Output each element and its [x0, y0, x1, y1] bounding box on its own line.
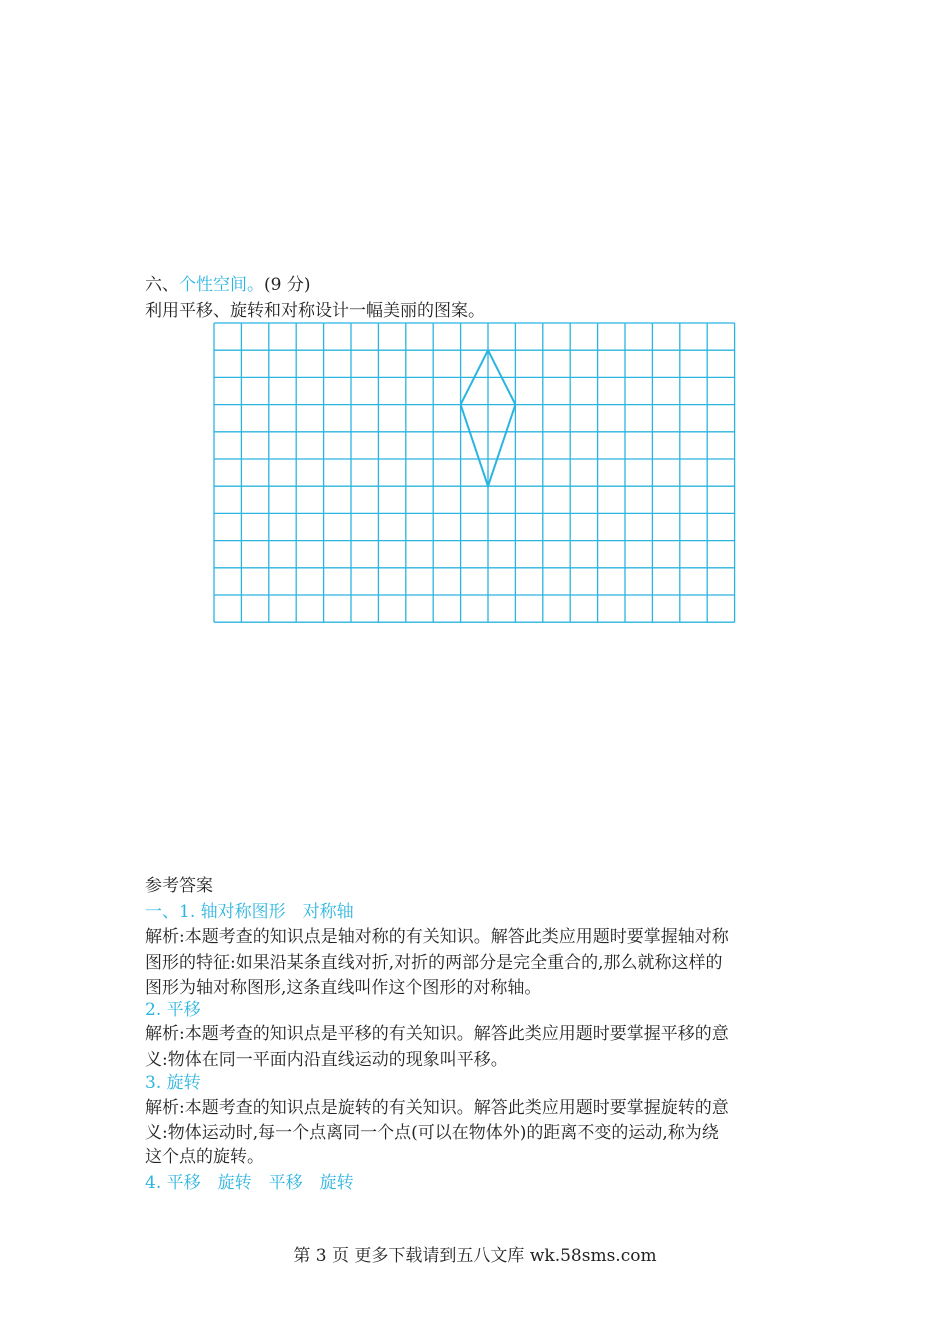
answer-3-heading: 3. 旋转 — [145, 1073, 201, 1093]
answer-3-analysis-line: 解析:本题考查的知识点是旋转的有关知识。解答此类应用题时要掌握旋转的意 — [145, 1098, 729, 1118]
section-score: (9 分) — [264, 275, 311, 295]
section-instruction: 利用平移、旋转和对称设计一幅美丽的图案。 — [145, 301, 485, 321]
answer-2-analysis-line: 义:物体在同一平面内沿直线运动的现象叫平移。 — [145, 1050, 508, 1070]
answer-1-heading: 一、1. 轴对称图形 对称轴 — [145, 902, 354, 922]
answer-3-analysis-line: 义:物体运动时,每一个点离同一个点(可以在物体外)的距离不变的运动,称为绕 — [145, 1123, 719, 1143]
answer-1-analysis-line: 解析:本题考查的知识点是轴对称的有关知识。解答此类应用题时要掌握轴对称 — [145, 927, 729, 947]
answer-1-analysis-line: 图形的特征:如果沿某条直线对折,对折的两部分是完全重合的,那么就称这样的 — [145, 953, 723, 973]
answer-2-heading: 2. 平移 — [145, 1000, 201, 1020]
section-title: 个性空间。 — [179, 275, 264, 295]
answer-1-analysis-line: 图形为轴对称图形,这条直线叫作这个图形的对称轴。 — [145, 978, 542, 998]
section-number: 六、 — [145, 275, 179, 295]
page-footer: 第 3 页 更多下载请到五八文库 wk.58sms.com — [293, 1246, 657, 1266]
answer-4-heading: 4. 平移 旋转 平移 旋转 — [145, 1173, 354, 1193]
grid-lines — [214, 323, 735, 622]
design-grid — [213, 322, 737, 624]
answers-heading: 参考答案 — [145, 876, 213, 896]
answer-2-analysis-line: 解析:本题考查的知识点是平移的有关知识。解答此类应用题时要掌握平移的意 — [145, 1024, 729, 1044]
answer-3-analysis-line: 这个点的旋转。 — [145, 1147, 264, 1167]
section-6-heading — [145, 272, 310, 298]
